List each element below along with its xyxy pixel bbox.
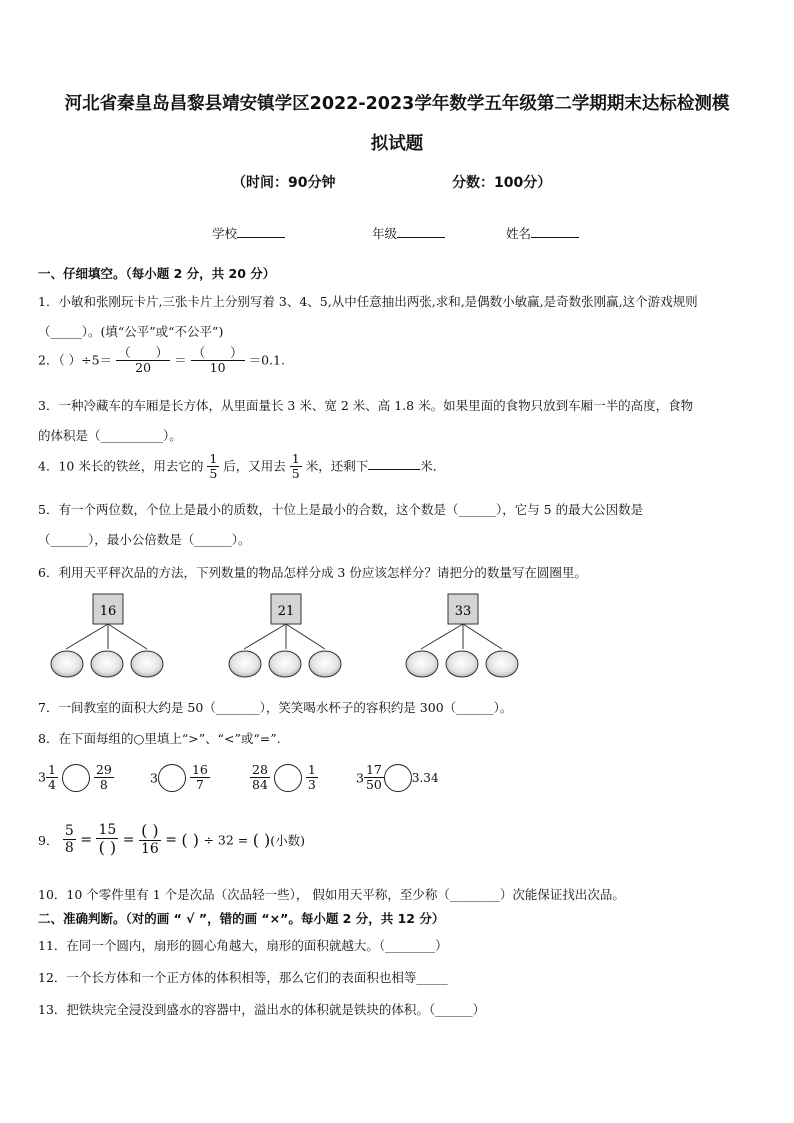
q2-fraction2: $\frac{( )}{10}$ [192,345,243,376]
tree-1-circle-1[interactable] [51,651,83,677]
q9-blank-1[interactable]: ( ) [98,838,117,858]
tree-2-circle-2[interactable] [269,651,301,677]
q5-line1: 5．有一个两位数，个位上是最小的质数，十位上是最小的合数，这个数是（______），它与 5 的最大公因数是 [38,502,644,517]
exam-title-line2: 拟试题 [370,134,424,154]
q8-compare-circle-3[interactable] [274,764,302,792]
section2-heading: 二、准确判断。（对的画 “ √ ”，错的画 “×”。每小题 2 分，共 12 分） [38,911,445,926]
q4 [38,452,445,482]
exam-title-line1: 河北省秦皇岛昌黎县靖安镇学区2022-2023学年数学五年级第二学期期末达标检测模 [64,94,730,114]
q9: 9． $\frac{5}{8}$ = $\frac{15}{( )}$ = $\frac{( )}{16}$ = ( ) ÷ 32 = ( )(小数) [38,821,306,858]
q4-text-a: 4．10 米长的铁丝，用去它的 [38,458,204,474]
name-blank[interactable] [531,225,579,238]
q9-blank-3[interactable]: ( ) [181,830,199,850]
section1-heading: 一、仔细填空。（每小题 2 分，共 20 分） [38,266,276,281]
tree-2-circle-3[interactable] [309,651,341,677]
q8-group-1: 3 $\frac{1}{4}$ $\frac{29}{8}$ [38,762,112,793]
q8-group-4: 3 $\frac{17}{50}$ 3.34 [356,762,439,793]
grade-blank[interactable] [397,225,445,238]
q6-text: 6．利用天平秤次品的方法，下列数量的物品怎样分成 3 份应该怎样分？请把分的数量写在圆圈里。 [38,565,587,580]
q9-blank-4[interactable]: ( ) [252,830,271,850]
tree-3 [406,594,518,677]
grade-field [372,224,445,242]
school-label: 学校 [212,226,238,241]
tree-3-value: 33 [454,604,472,619]
q13-text: 13．把铁块完全浸没到盛水的容器中，溢出水的体积就是铁块的体积。（______） [38,1002,486,1017]
q1-line1: 1．小敏和张刚玩卡片,三张卡片上分别写着 3、4、5,从中任意抽出两张,求和,是偶数小敏赢,是奇数张刚赢,这个游戏规则 [38,294,698,309]
tree-2 [229,594,341,677]
q6-trees [0,590,794,690]
q2-fraction1: $\frac{( )}{20}$ [118,345,169,376]
q3-line1: 3．一种冷藏车的车厢是长方体，从里面量长 3 米、宽 2 米、高 1.8 米。如果里面的食物只放到车厢一半的高度，食物 [38,398,694,413]
q1-line2: （_____）。(填“公平”或“不公平”) [38,324,224,339]
q4-text-c: 米，还剩下 [305,458,369,474]
q5-line2: （______），最小公倍数是（______）。 [38,532,251,547]
school-blank[interactable] [237,225,285,238]
tree-1-circle-2[interactable] [91,651,123,677]
q4-fraction2: $\frac{1}{5}$ [291,451,300,482]
tree-2-circle-1[interactable] [229,651,261,677]
q4-text-d: 米． [420,458,446,474]
q8-text: 8．在下面每组的○里填上“>”、“<”或“=”. [38,731,281,746]
q8-group-2: 3 $\frac{16}{7}$ [150,762,208,793]
school-field [212,224,285,242]
q8-compare-circle-4[interactable] [384,764,412,792]
q9-blank-2[interactable]: ( ) [141,821,159,840]
tree-1 [51,594,163,677]
exam-score: 分数：100分） [452,175,552,191]
q2-prefix: 2．（ ）÷5＝ [38,352,113,368]
q12-text: 12．一个长方体和一个正方体的体积相等，那么它们的表面积也相等_____ [38,970,448,985]
q10-text: 10．10 个零件里有 1 个是次品（次品轻一些）， 假如用天平称，至少称（________）次能保证找出次品。 [38,887,625,902]
q8-compare-circle-1[interactable] [62,764,90,792]
exam-time: （时间：90分钟 [232,175,336,191]
q8-group-3: $\frac{28}{84}$ $\frac{1}{3}$ [252,762,316,793]
q4-fraction1: $\frac{1}{5}$ [209,451,218,482]
q2 [38,346,285,376]
tree-1-circle-3[interactable] [131,651,163,677]
tree-2-value: 21 [277,604,295,619]
q2-den2: 10 [191,360,245,375]
tree-3-circle-3[interactable] [486,651,518,677]
q3-line2: 的体积是（__________）。 [38,428,182,443]
name-label: 姓名 [506,226,532,241]
q4-text-b: 后，又用去 [223,458,286,474]
tree-3-circle-2[interactable] [446,651,478,677]
q2-den1: 20 [116,360,170,375]
q7-text: 7．一间教室的面积大约是 50（_______），笑笑喝水杯子的容积约是 300（______）。 [38,700,513,715]
q8-compare-circle-2[interactable] [158,764,186,792]
grade-label: 年级 [372,226,398,241]
q4-blank[interactable] [368,457,420,470]
tree-1-value: 16 [99,604,117,619]
q2-equals: ＝ [174,352,187,368]
q2-suffix: ＝0.1. [248,352,285,368]
tree-3-circle-1[interactable] [406,651,438,677]
q11-text: 11．在同一个圆内，扇形的圆心角越大，扇形的面积就越大。（________） [38,938,448,953]
name-field [506,224,579,242]
